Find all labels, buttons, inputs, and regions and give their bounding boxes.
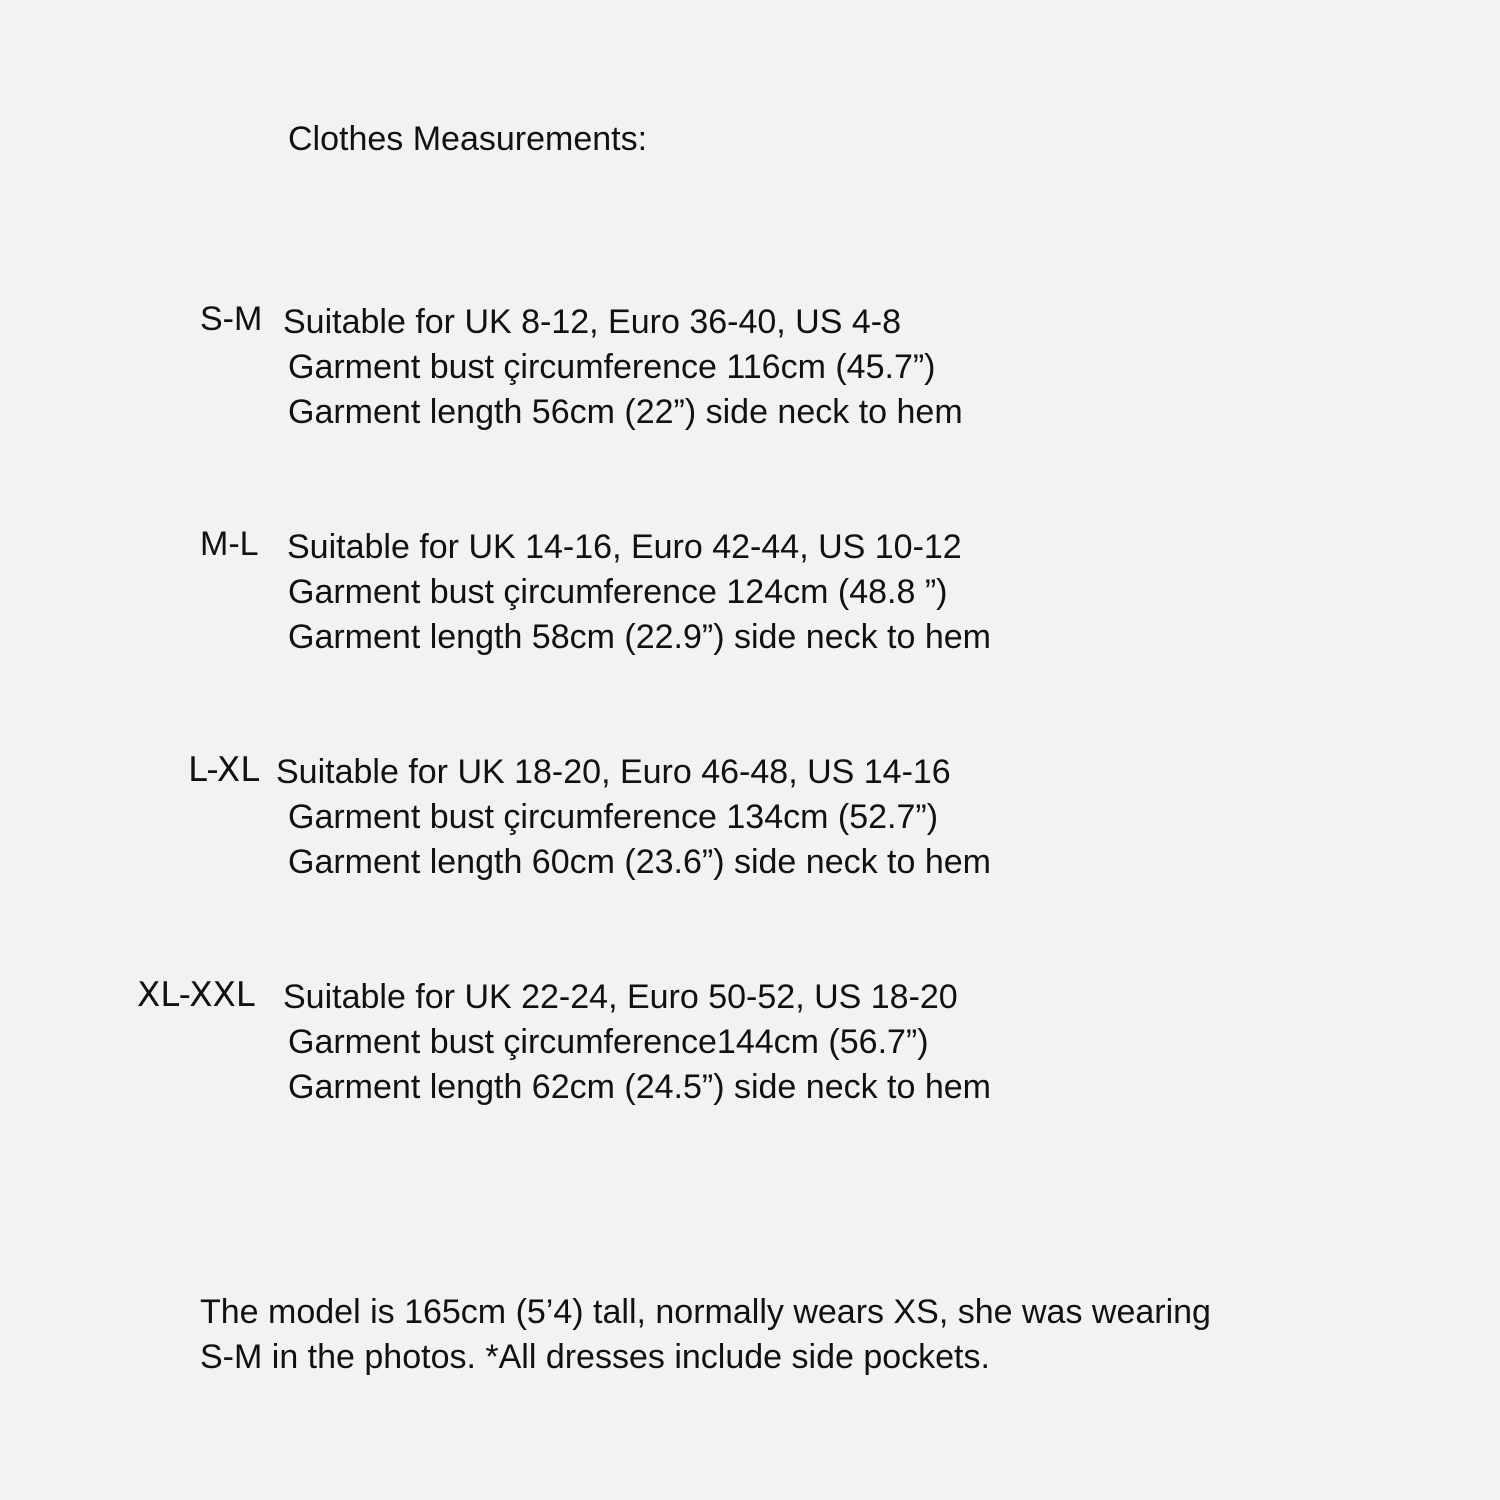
suitable-line: Suitable for UK 18-20, Euro 46-48, US 14-16 [276,753,951,791]
bust-line: Garment bust çircumference 116cm (45.7”) [288,348,936,386]
model-note [200,1290,1211,1380]
size-label: L-XL [188,750,263,790]
bust-line: Garment bust çircumference 124cm (48.8 ”) [288,573,948,611]
length-line: Garment length 60cm (23.6”) side neck to hem [288,843,991,881]
suitable-line: Suitable for UK 14-16, Euro 42-44, US 10-12 [287,528,962,566]
suitable-line: Suitable for UK 8-12, Euro 36-40, US 4-8 [283,303,901,341]
size-label: M-L [200,525,259,563]
model-note-line-2: S-M in the photos. *All dresses include side pockets. [200,1338,990,1376]
size-label: S-M [200,300,263,338]
page-title: Clothes Measurements: [288,120,648,158]
length-line: Garment length 58cm (22.9”) side neck to hem [288,618,991,656]
length-line: Garment length 62cm (24.5”) side neck to hem [288,1068,991,1106]
size-label: XL-XXL [137,975,255,1015]
suitable-line: Suitable for UK 22-24, Euro 50-52, US 18-20 [283,978,958,1016]
bust-line: Garment bust çircumference 134cm (52.7”) [288,798,939,836]
length-line: Garment length 56cm (22”) side neck to hem [288,393,963,431]
model-note-line-1: The model is 165cm (5’4) tall, normally wears XS, she was wearing [200,1293,1211,1331]
bust-line: Garment bust çircumference144cm (56.7”) [288,1023,929,1061]
